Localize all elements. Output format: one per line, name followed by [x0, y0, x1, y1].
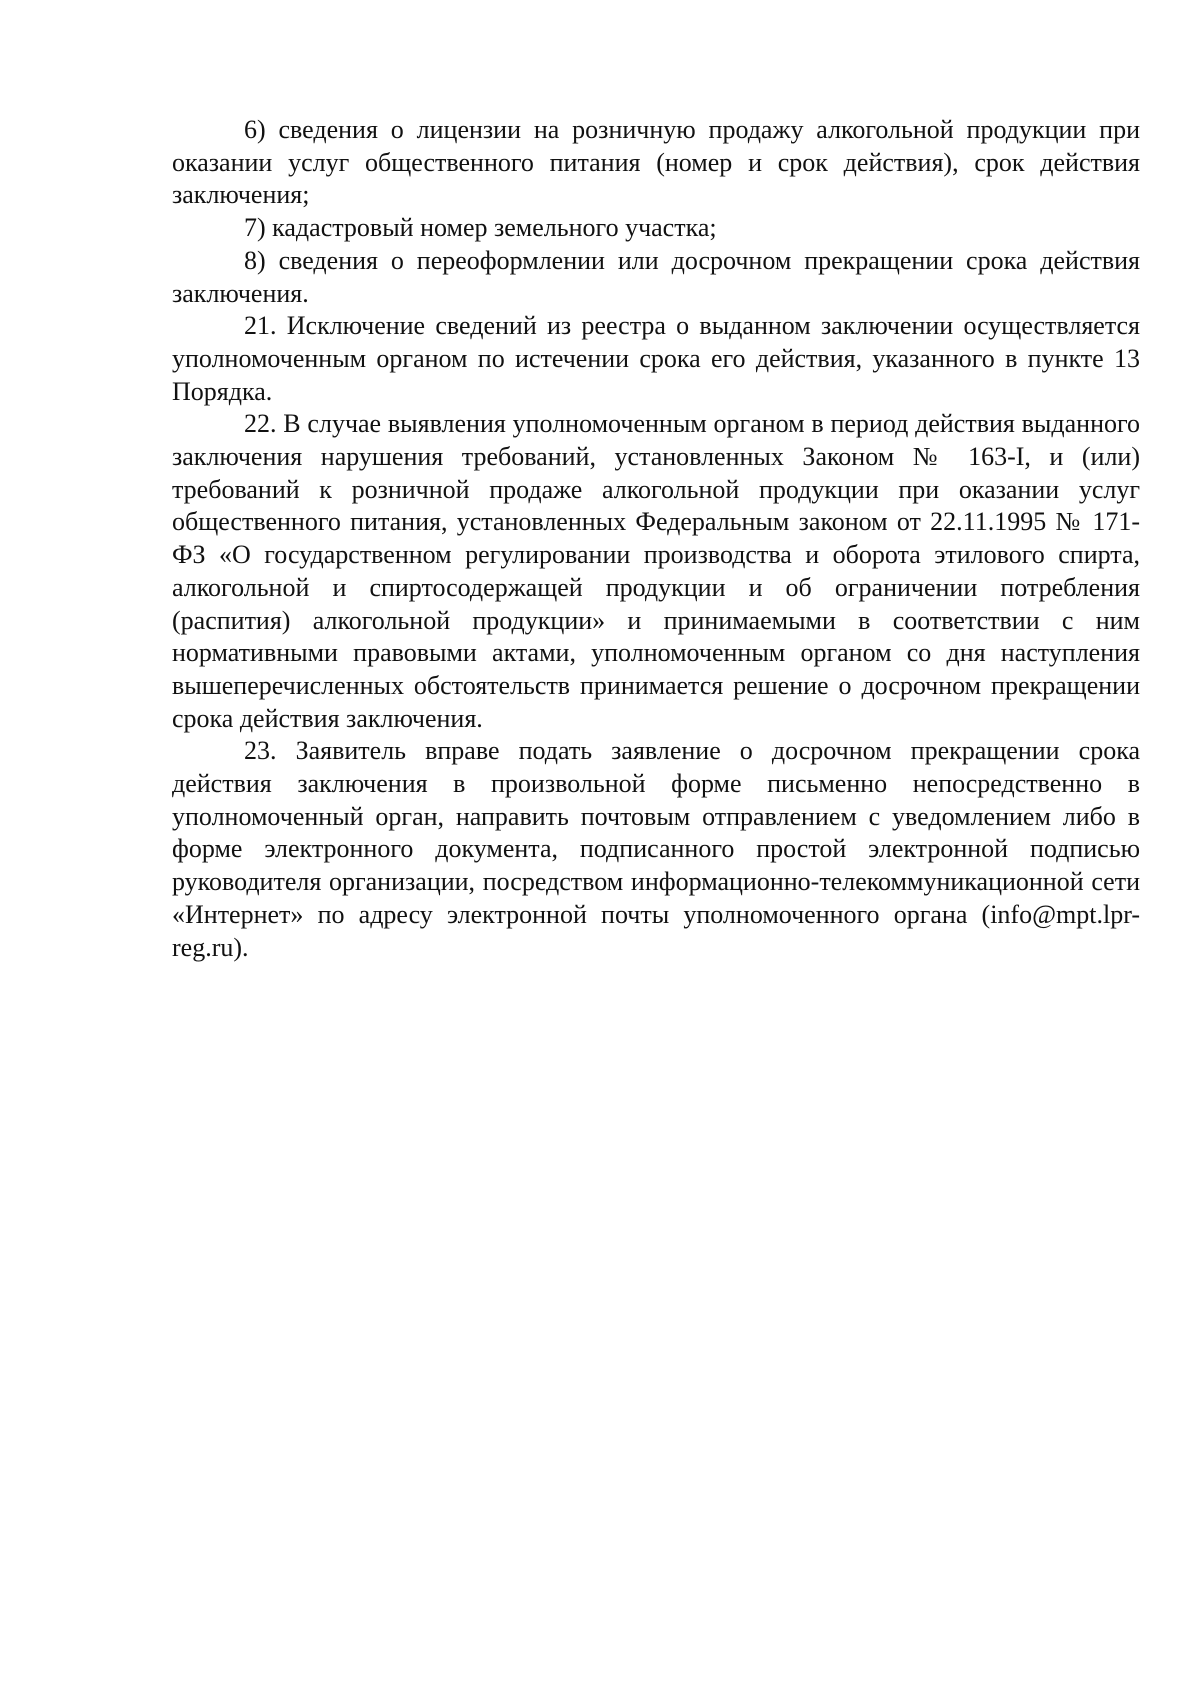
item-6-license-info: 6) сведения о лицензии на розничную продажу алкогольной продукции при оказании услуг общественного питания (номер и срок действия), срок действия заключения;: [172, 115, 1140, 210]
item-8-reissue-info: 8) сведения о переоформлении или досрочном прекращении срока действия заключения.: [172, 245, 1140, 308]
item-7-cadastral-number: 7) кадастровый номер земельного участка;: [244, 213, 717, 243]
document-body: [172, 114, 1140, 964]
clause-23: 23. Заявитель вправе подать заявление о досрочном прекращении срока действия заключения в произвольной форме письменно непосредственно в уполномоченный орган, направить почтовым отправлением с уведомлением либо в форме электронного документа, подписанного простой электронной подписью руководителя организации, посредством информационно-телекоммуникационной сети «Интернет» по адресу электронной почты уполномоченного органа (info@mpt.lpr-reg.ru).: [172, 736, 1140, 962]
clause-22: 22. В случае выявления уполномоченным органом в период действия выданного заключения нарушения требований, установленных Законом № 163-I, и (или) требований к розничной продаже алкогольной продукции при оказании услуг общественного питания, установленных Федеральным законом от 22.11.1995 № 171-ФЗ «О государственном регулировании производства и оборота этилового спирта, алкогольной и спиртосодержащей продукции и об ограничении потребления (распития) алкогольной продукции» и принимаемыми в соответствии с ним нормативными правовыми актами, уполномоченным органом со дня наступления вышеперечисленных обстоятельств принимается решение о досрочном прекращении срока действия заключения.: [172, 409, 1140, 733]
clause-21: 21. Исключение сведений из реестра о выданном заключении осуществляется уполномоченным органом по истечении срока его действия, указанного в пункте 13 Порядка.: [172, 311, 1140, 406]
